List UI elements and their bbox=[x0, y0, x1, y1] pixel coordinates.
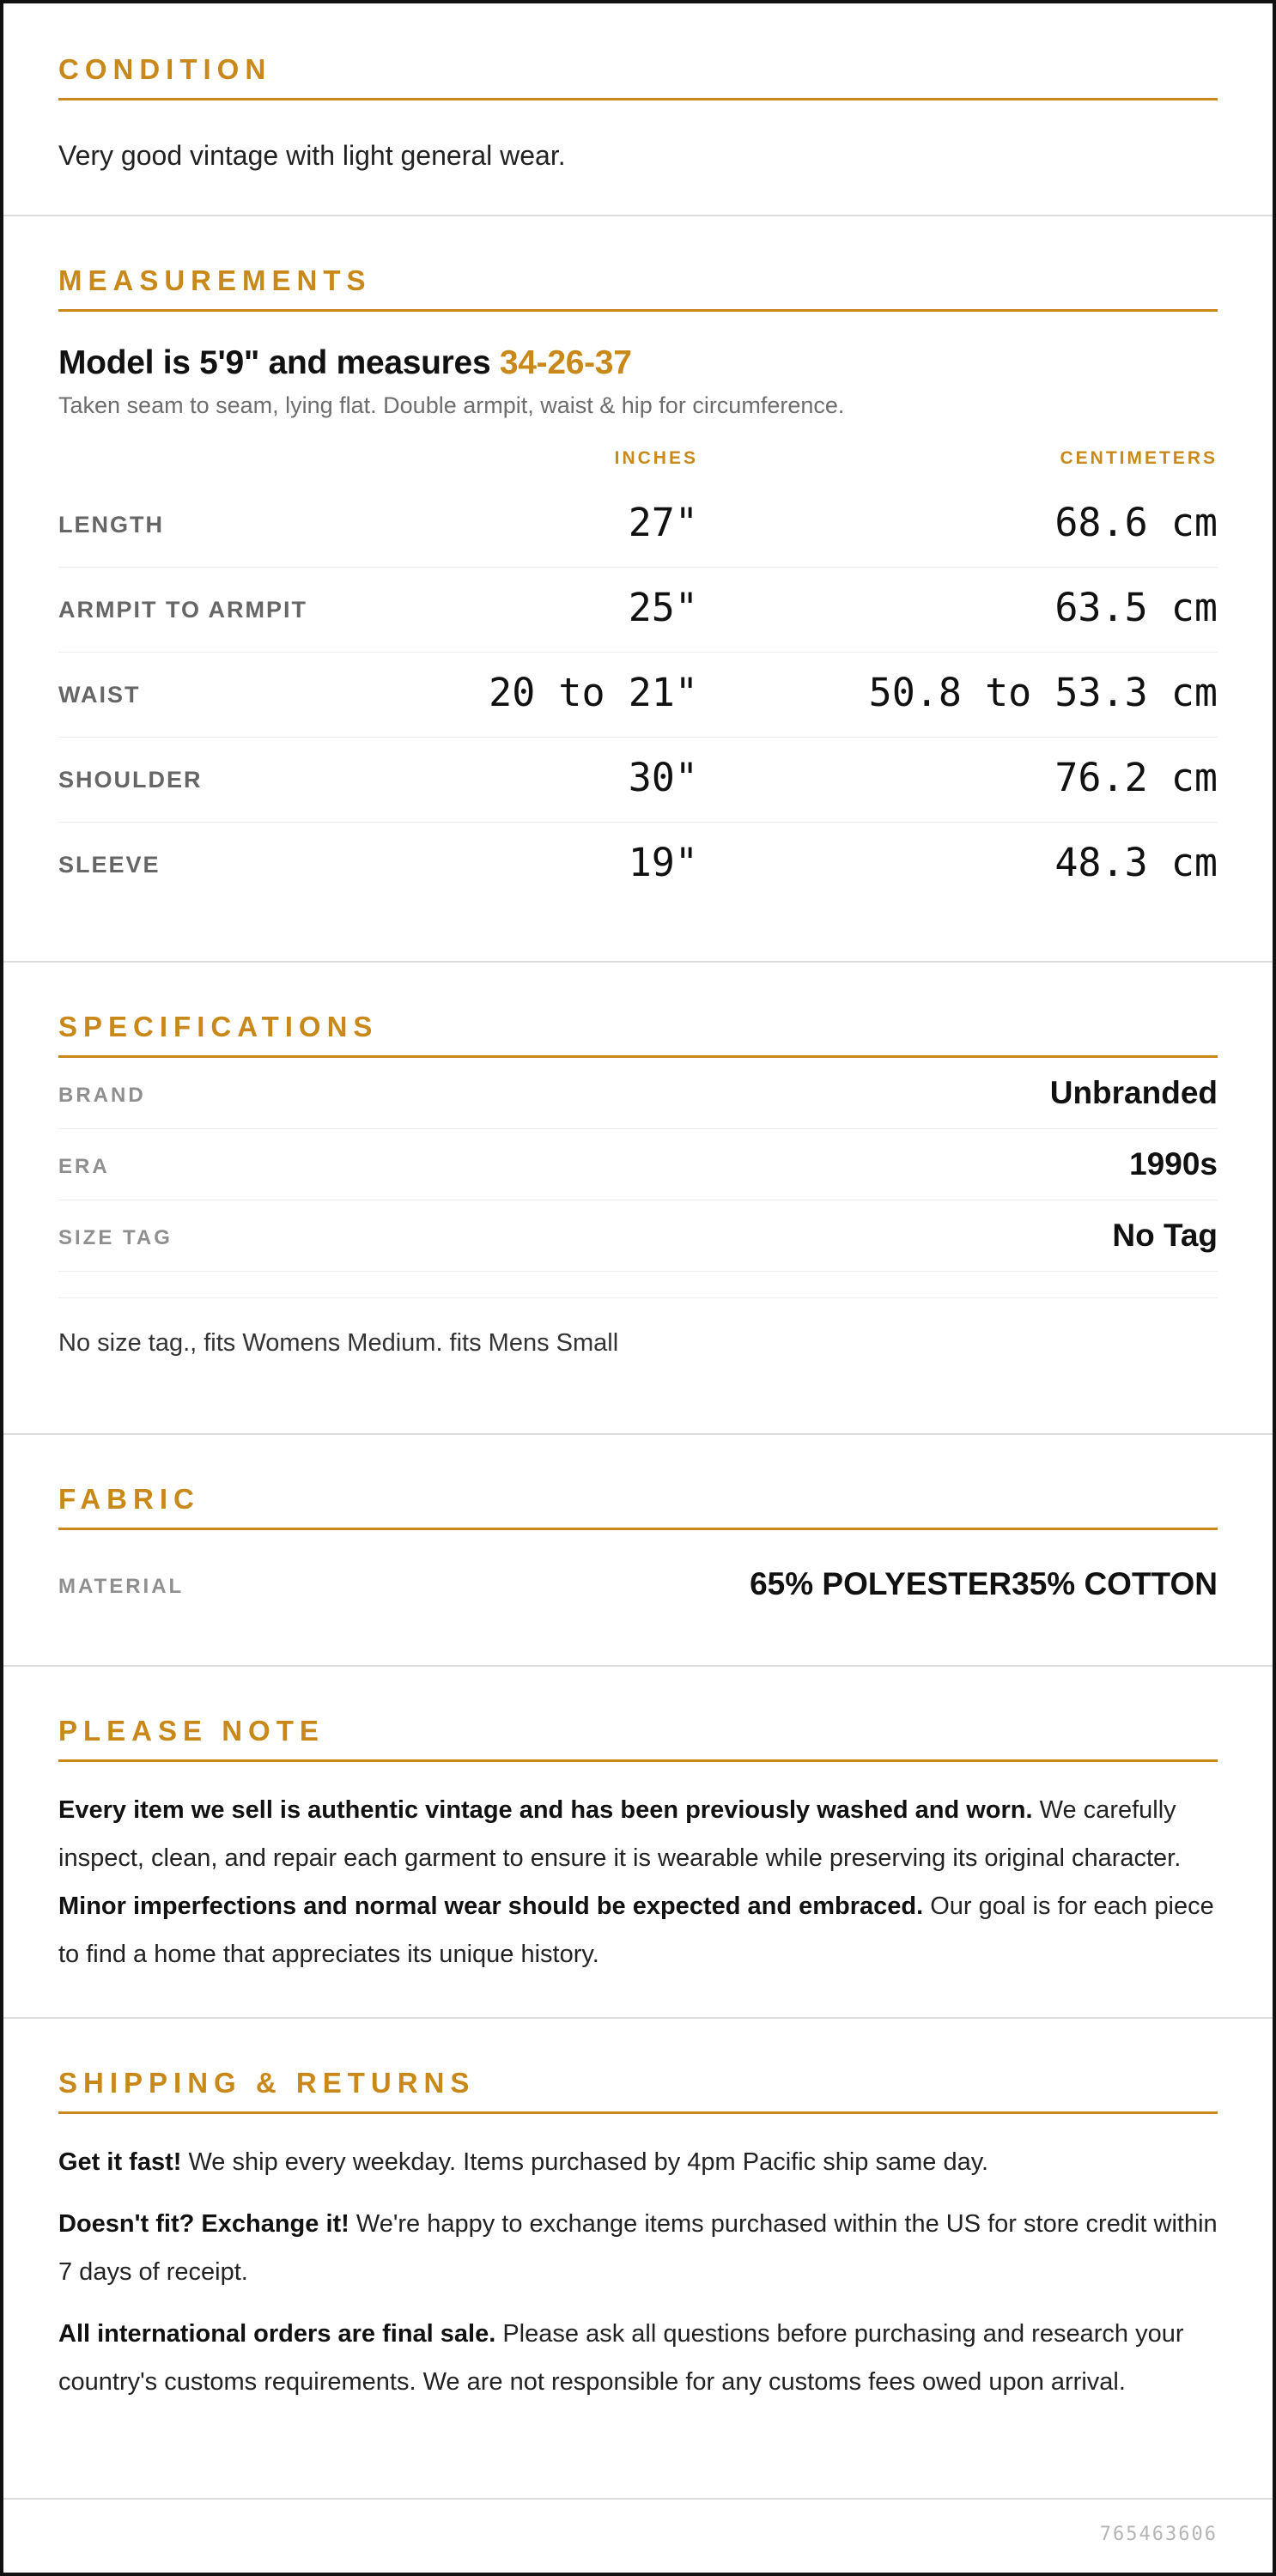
measurement-cm: 50.8 to 53.3 cm bbox=[868, 670, 1218, 715]
fabric-heading: FABRIC bbox=[58, 1483, 1218, 1530]
measurement-row-sleeve bbox=[58, 823, 1218, 907]
measurement-inches: 20 to 21" bbox=[489, 670, 698, 715]
shipping-paragraph-international bbox=[58, 2310, 1218, 2406]
centimeters-column-header: CENTIMETERS bbox=[1060, 448, 1218, 468]
material-label: MATERIAL bbox=[58, 1575, 185, 1598]
condition-section bbox=[3, 3, 1273, 216]
measurement-table-header bbox=[58, 448, 1218, 483]
measurement-label: LENGTH bbox=[58, 512, 164, 538]
shipping-bold: Get it fast! bbox=[58, 2148, 182, 2176]
condition-heading: CONDITION bbox=[58, 53, 1218, 100]
note-bold-1: Every item we sell is authentic vintage and has been previously washed and worn. bbox=[58, 1796, 1033, 1824]
measurement-cm: 48.3 cm bbox=[1054, 840, 1218, 885]
measurement-row-armpit bbox=[58, 568, 1218, 653]
spec-row-era bbox=[58, 1129, 1218, 1200]
shipping-paragraph-exchange bbox=[58, 2200, 1218, 2296]
shipping-section bbox=[3, 2019, 1273, 2500]
please-note-text bbox=[58, 1786, 1218, 1978]
spec-row-brand bbox=[58, 1058, 1218, 1129]
spec-label: BRAND bbox=[58, 1084, 146, 1107]
measurement-label: ARMPIT TO ARMPIT bbox=[58, 597, 307, 623]
measurement-inches: 30" bbox=[628, 755, 698, 800]
size-note: No size tag., fits Womens Medium. fits Mens Small bbox=[58, 1329, 619, 1357]
shipping-text: We're happy to exchange items purchased within the US for store credit within 7 days of receipt. bbox=[58, 2210, 1218, 2286]
condition-text: Very good vintage with light general wear. bbox=[58, 140, 566, 171]
spec-divider bbox=[58, 1272, 1218, 1298]
spec-label: SIZE TAG bbox=[58, 1226, 173, 1249]
note-bold-2: Minor imperfections and normal wear should be expected and embraced. bbox=[58, 1893, 924, 1920]
shipping-paragraph-fast bbox=[58, 2138, 1218, 2186]
measurements-heading: MEASUREMENTS bbox=[58, 264, 1218, 312]
shipping-bold: All international orders are final sale. bbox=[58, 2320, 496, 2348]
specifications-heading: SPECIFICATIONS bbox=[58, 1011, 1218, 1058]
measurement-inches: 25" bbox=[628, 585, 698, 630]
footer bbox=[3, 2500, 1273, 2573]
measurement-label: WAIST bbox=[58, 682, 141, 708]
product-id: 765463606 bbox=[1099, 2524, 1218, 2545]
measurement-label: SHOULDER bbox=[58, 767, 203, 793]
measurement-row-waist bbox=[58, 653, 1218, 738]
model-measurements-line bbox=[58, 344, 1218, 382]
measurement-inches: 19" bbox=[628, 840, 698, 885]
shipping-text: We ship every weekday. Items purchased by 4pm Pacific ship same day. bbox=[181, 2148, 989, 2176]
shipping-heading: SHIPPING & RETURNS bbox=[58, 2067, 1218, 2114]
inches-column-header: INCHES bbox=[614, 448, 698, 468]
spec-value: 1990s bbox=[1129, 1146, 1218, 1182]
measurements-section bbox=[3, 216, 1273, 963]
fabric-row-material bbox=[58, 1549, 1218, 1618]
shipping-bold: Doesn't fit? Exchange it! bbox=[58, 2210, 349, 2238]
please-note-heading: PLEASE NOTE bbox=[58, 1715, 1218, 1762]
measurement-row-length bbox=[58, 483, 1218, 568]
material-value: 65% POLYESTER35% COTTON bbox=[750, 1566, 1218, 1601]
shipping-text: Please ask all questions before purchasing and research your country's customs requirements. We are not responsible for any customs fees owed upon arrival. bbox=[58, 2320, 1184, 2396]
measurement-inches: 27" bbox=[628, 500, 698, 545]
model-numbers: 34-26-37 bbox=[499, 344, 632, 381]
note-text-2: Our goal is for each piece to find a home that appreciates its unique history. bbox=[58, 1893, 1214, 1968]
measurement-cm: 68.6 cm bbox=[1054, 500, 1218, 545]
measurement-method-note: Taken seam to seam, lying flat. Double armpit, waist & hip for circumference. bbox=[58, 392, 845, 418]
measurement-cm: 63.5 cm bbox=[1054, 585, 1218, 630]
spec-label: ERA bbox=[58, 1155, 110, 1178]
note-text-1: We carefully inspect, clean, and repair each garment to ensure it is wearable while preserving its original character. bbox=[58, 1796, 1182, 1872]
spec-row-size-tag bbox=[58, 1200, 1218, 1272]
please-note-section bbox=[3, 1667, 1273, 2019]
measurement-label: SLEEVE bbox=[58, 852, 161, 878]
measurement-row-shoulder bbox=[58, 738, 1218, 823]
specifications-section bbox=[3, 963, 1273, 1435]
spec-value: Unbranded bbox=[1049, 1075, 1218, 1110]
fabric-section bbox=[3, 1435, 1273, 1667]
spec-value: No Tag bbox=[1112, 1218, 1218, 1253]
model-prefix: Model is 5'9" and measures bbox=[58, 344, 500, 381]
measurement-cm: 76.2 cm bbox=[1054, 755, 1218, 800]
